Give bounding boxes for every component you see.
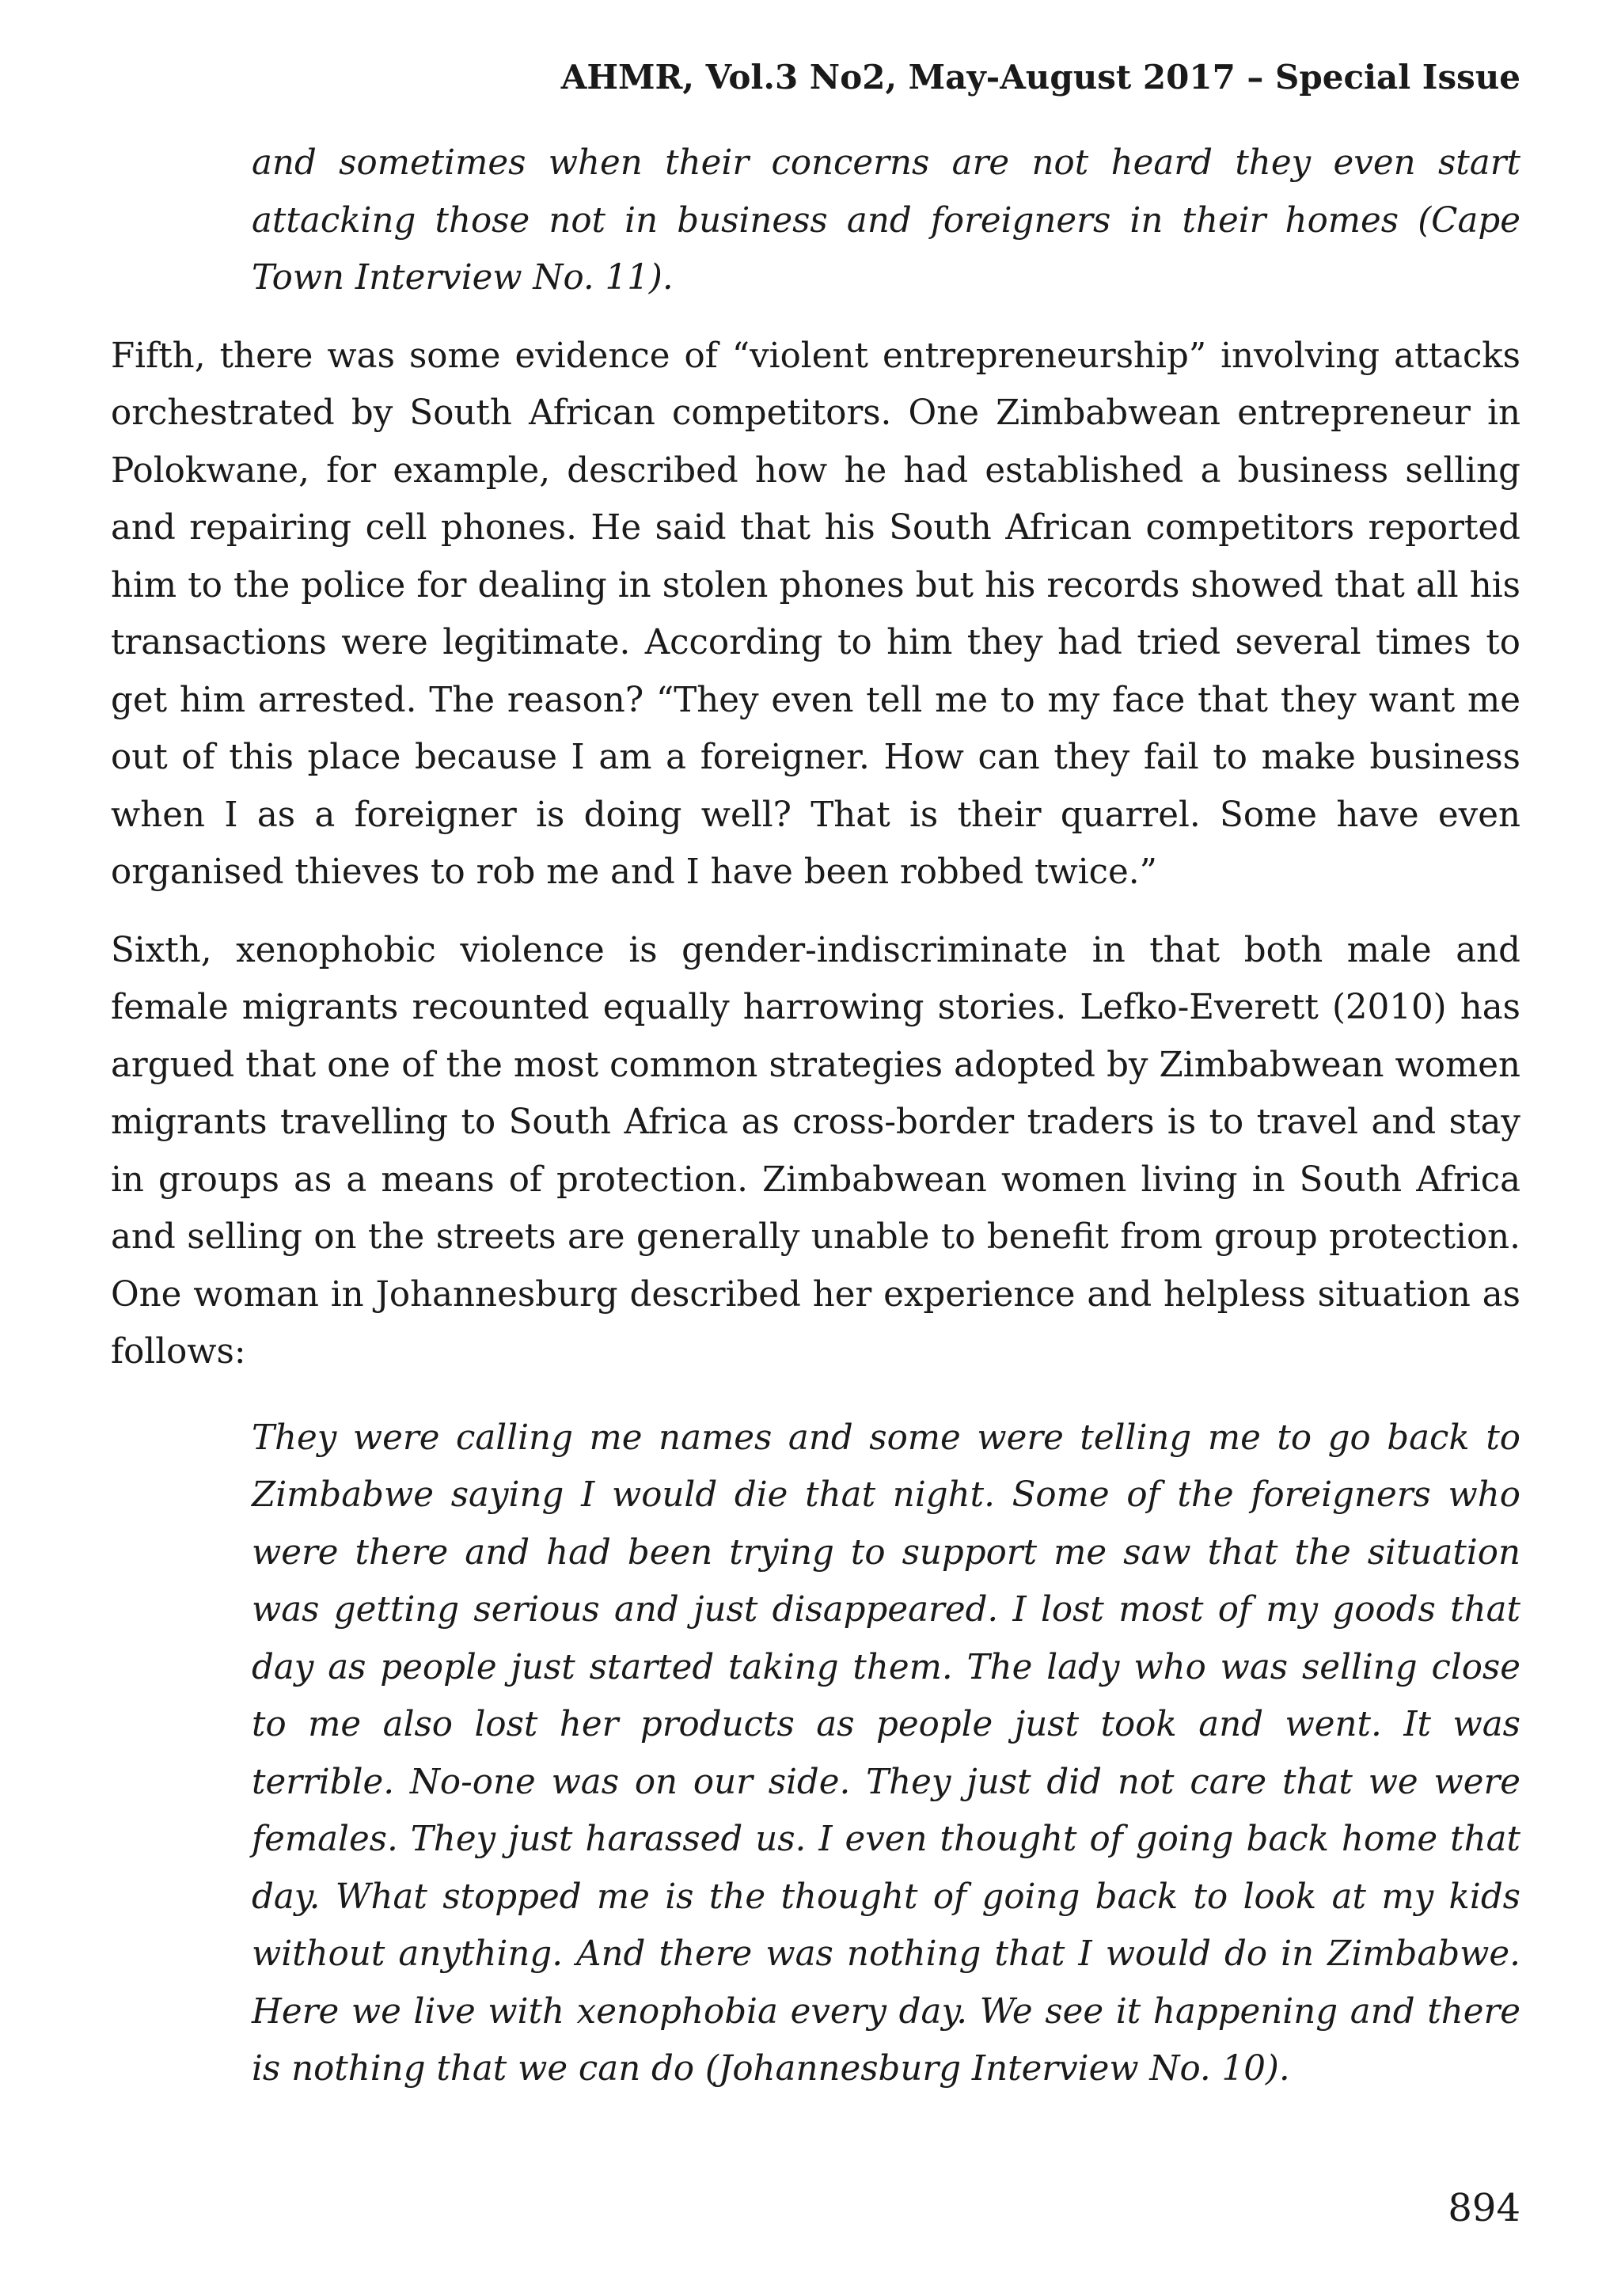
block-quote-johannesburg: They were calling me names and some were telling me to go back to Zimbabwe saying I would die that night. Some of the foreigners who were there and had been trying to support me saw that the situation was getting serious and just disappeared. I lost most of my goods that day as people just started taking them. The lady who was selling close to me also lost her products as people just took and went. It was terrible. No-one was on our side. They just did not care that we were females. They just harassed us. I even thought of going back home that day. What stopped me is the thought of going back to look at my kids without anything. And there was nothing that I would do in Zimbabwe. Here we live with xenophobia every day. We see it happening and there is nothing that we can do (Johannesburg Interview No. 10).	[252, 1417, 1520, 2089]
running-header: AHMR, Vol.3 No2, May-August 2017 – Special Issue	[560, 58, 1520, 97]
paragraph-sixth: Sixth, xenophobic violence is gender-indiscriminate in that both male and female migrants recounted equally harrowing stories. Lefko-Everett (2010) has argued that one of the most common strategies adopted by Zimbabwean women migrants travelling to South Africa as cross-border traders is to travel and stay in groups as a means of protection. Zimbabwean women living in South Africa and selling on the streets are generally unable to benefit from group protection. One woman in Johannesburg described her experience and helpless situation as follows:	[111, 930, 1520, 1372]
body-text	[111, 135, 1520, 2098]
paragraph-fifth: Fifth, there was some evidence of “violent entrepreneurship” involving attacks orchestrated by South African competitors. One Zimbabwean entrepreneur in Polokwane, for example, described how he had established a business selling and repairing cell phones. He said that his South African competitors reported him to the police for dealing in stolen phones but his records showed that all his transactions were legitimate. According to him they had tried several times to get him arrested. The reason? “They even tell me to my face that they want me out of this place because I am a foreigner. How can they fail to make business when I as a foreigner is doing well? That is their quarrel. Some have even organised thieves to rob me and I have been robbed twice.”	[111, 336, 1520, 892]
block-quote-continued: and sometimes when their concerns are not heard they even start attacking those not in business and foreigners in their homes (Cape Town Interview No. 11).	[252, 143, 1520, 298]
page-number: 894	[1448, 2186, 1520, 2230]
